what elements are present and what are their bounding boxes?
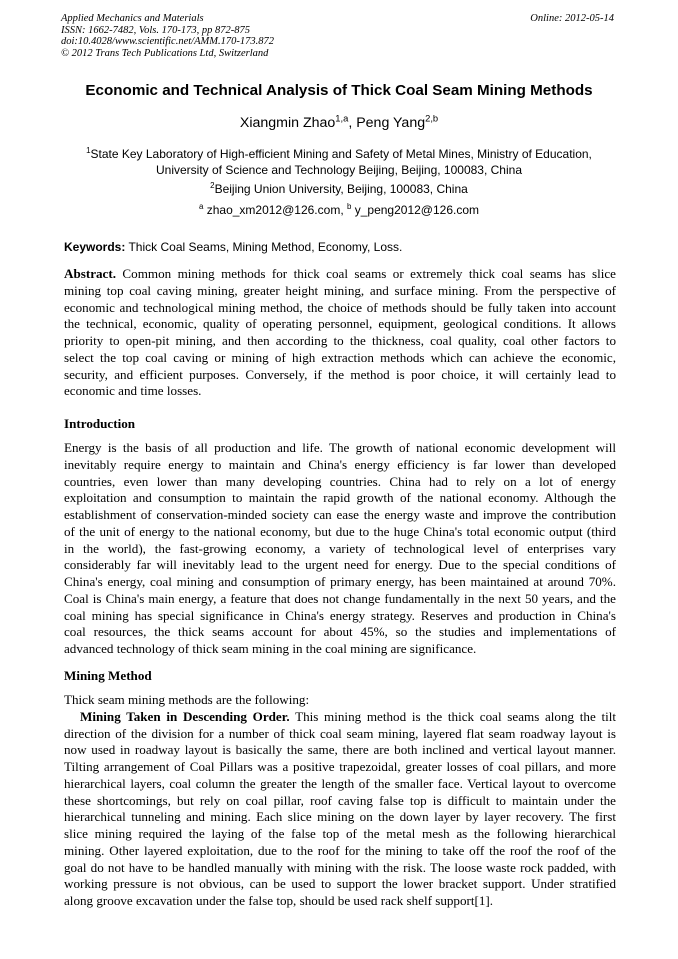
mining-method-subheading: Mining Taken in Descending Order. <box>80 708 290 724</box>
abstract-paragraph <box>64 266 616 400</box>
mining-method-line: Mining Taken in Descending Order. This mining method is the thick coal seams along the tilt <box>80 708 616 724</box>
mining-method-line: these shortcomings, but rely on coal pillar, roof caving false top is difficult to maintain under the <box>64 792 616 808</box>
introduction-line: considerably far will inevitably lead to the urgent need for energy. Due to the special conditions of <box>64 557 616 573</box>
mining-method-paragraph <box>64 692 616 910</box>
keywords <box>64 239 616 255</box>
abstract-line: economic and time losses. <box>64 383 202 399</box>
journal-doi: doi:10.4028/www.scientific.net/AMM.170-173.872 <box>61 36 274 47</box>
email-a-sup: a <box>198 202 204 211</box>
abstract-line: the technical, economic, quality of operating personnel, equipment, geological conditions. It allows <box>64 316 616 332</box>
introduction-line: Energy is the basis of all production and life. The growth of national economic development will <box>64 440 616 455</box>
online-date: Online: 2012-05-14 <box>530 13 614 24</box>
introduction-line: of the unit of energy to the national economy, but due to the huge China's total economic output (third <box>64 523 616 539</box>
abstract-line: priority to open-pit mining, and then according to the thickness, coal quality, coal other factors to <box>64 333 616 348</box>
author-line <box>40 113 638 133</box>
mining-method-heading: Mining Method <box>64 668 152 683</box>
journal-header <box>61 13 274 59</box>
author-2: Peng Yang <box>356 115 426 131</box>
affiliation-1-line-1: State Key Laboratory of High-efficient Mining and Safety of Metal Mines, Ministry of Education, <box>90 147 592 161</box>
affiliation-1 <box>40 146 638 178</box>
keywords-text: Thick Coal Seams, Mining Method, Economy, Loss. <box>125 240 403 254</box>
abstract-line: mining top coal caving mining, greater height mining, and surface mining. From the perspective of <box>64 282 616 298</box>
author-separator: , <box>348 115 357 131</box>
abstract-line: economic and technological mining method, the choice of methods should be fully taken into account <box>64 299 616 315</box>
introduction-paragraph <box>64 440 616 658</box>
introduction-line: exploitation and consumption to maintain the rapid growth of the national economy. Although the <box>64 490 616 506</box>
email-line <box>40 202 638 218</box>
journal-name: Applied Mechanics and Materials <box>61 13 204 24</box>
introduction-line: countries, even lower than many developing countries. China had to rely on a lot of energy <box>64 473 616 489</box>
mining-method-line: along groove excavation under the false top, should be used rack shelf support[1]. <box>64 893 494 908</box>
introduction-line: inevitably require energy to maintain and China's energy efficiency is far lower than developed <box>64 456 616 472</box>
mining-method-line: goal do not have to be handled manually with mining with the risk. The loose waste rock padded, with <box>64 859 616 875</box>
affiliation-2-text: Beijing Union University, Beijing, 100083, China <box>214 182 468 196</box>
mining-method-line: slice mining required the laying of the false top of the metal mesh as the following hierarchical <box>64 826 616 841</box>
author-1-sup: 1,a <box>335 113 349 124</box>
mining-method-line: hierarchical layers, coal column the greater the length of the smaller face. Vertical layout to overcome <box>64 775 616 791</box>
email-b: y_peng2012@126.com <box>354 203 480 217</box>
introduction-line: China's energy, coal mining and consumption of primary energy, has been maintained at around 70%. <box>64 574 616 589</box>
paper-title: Economic and Technical Analysis of Thick Coal Seam Mining Methods <box>85 82 593 99</box>
introduction-line: establishment of conservation-minded society can ease the energy waste and improve the contribution <box>64 507 616 522</box>
journal-issn: ISSN: 1662-7482, Vols. 170-173, pp 872-875 <box>61 24 250 36</box>
author-1: Xiangmin Zhao <box>239 115 336 131</box>
email-b-sup: b <box>346 202 352 211</box>
mining-method-line: now used in roadway layout is basically the same, there are both inclined and vertical layout manner. <box>64 742 616 758</box>
affiliation-1-sup: 1 <box>86 146 91 155</box>
mining-method-intro: Thick seam mining methods are the following: <box>64 692 310 707</box>
mining-method-line: mining. Other layered exploitation, due to the roof for the mining to take off the roof the roof of the <box>64 842 616 858</box>
abstract-label: Abstract. <box>64 266 116 281</box>
mining-method-line: direction of the division for a number of thick coal seam mining, layered flat seam roadway layout is <box>64 725 616 741</box>
abstract-line: security, and efficient purposes. Conversely, if the method is poor choice, it will certainly lead to <box>64 366 616 382</box>
introduction-heading: Introduction <box>64 416 136 431</box>
introduction-line: Coal is China's main energy, a feature that does not change fundamentally in the next 50 years, and the <box>64 590 616 606</box>
affiliation-2-sup: 2 <box>210 181 215 190</box>
introduction-line: coal mining has special significance in China's energy strategy. Reserves and production in China's <box>64 607 616 623</box>
introduction-line: coal resources, the thick seams account for about 45%, so the studies and implementations of <box>64 624 616 640</box>
mining-method-line: working pressure is not obvious, can be used to support the lower bracket support. Under stratified <box>64 876 616 892</box>
email-a: zhao_xm2012@126.com, <box>206 203 347 217</box>
abstract-line: select the top coal caving or mining of high extraction methods which can achieve the economic, <box>64 349 616 365</box>
affiliation-2 <box>40 181 638 197</box>
mining-method-line: hierarchical tunneling and mining. Each slice mining on the down layer by layer recovery. The first <box>64 809 616 825</box>
mining-method-line: Tilting arrangement of Coal Pillars was a positive trapezoidal, greater losses of coal pillars, and more <box>64 759 616 774</box>
author-2-sup: 2,b <box>425 113 439 124</box>
affiliation-1-line-2: University of Science and Technology Beijing, Beijing, 100083, China <box>155 163 522 177</box>
abstract-line: Abstract. Common mining methods for thick coal seams or extremely thick coal seams has slice <box>64 266 616 281</box>
journal-copyright: © 2012 Trans Tech Publications Ltd, Switzerland <box>61 47 269 59</box>
introduction-line: advanced technology of thick seam mining in the coal mining are significance. <box>64 641 477 656</box>
introduction-line: in the world), the fast-growing economy, a variety of technological level of enterprises vary <box>64 540 616 556</box>
keywords-label: Keywords: <box>64 240 126 254</box>
